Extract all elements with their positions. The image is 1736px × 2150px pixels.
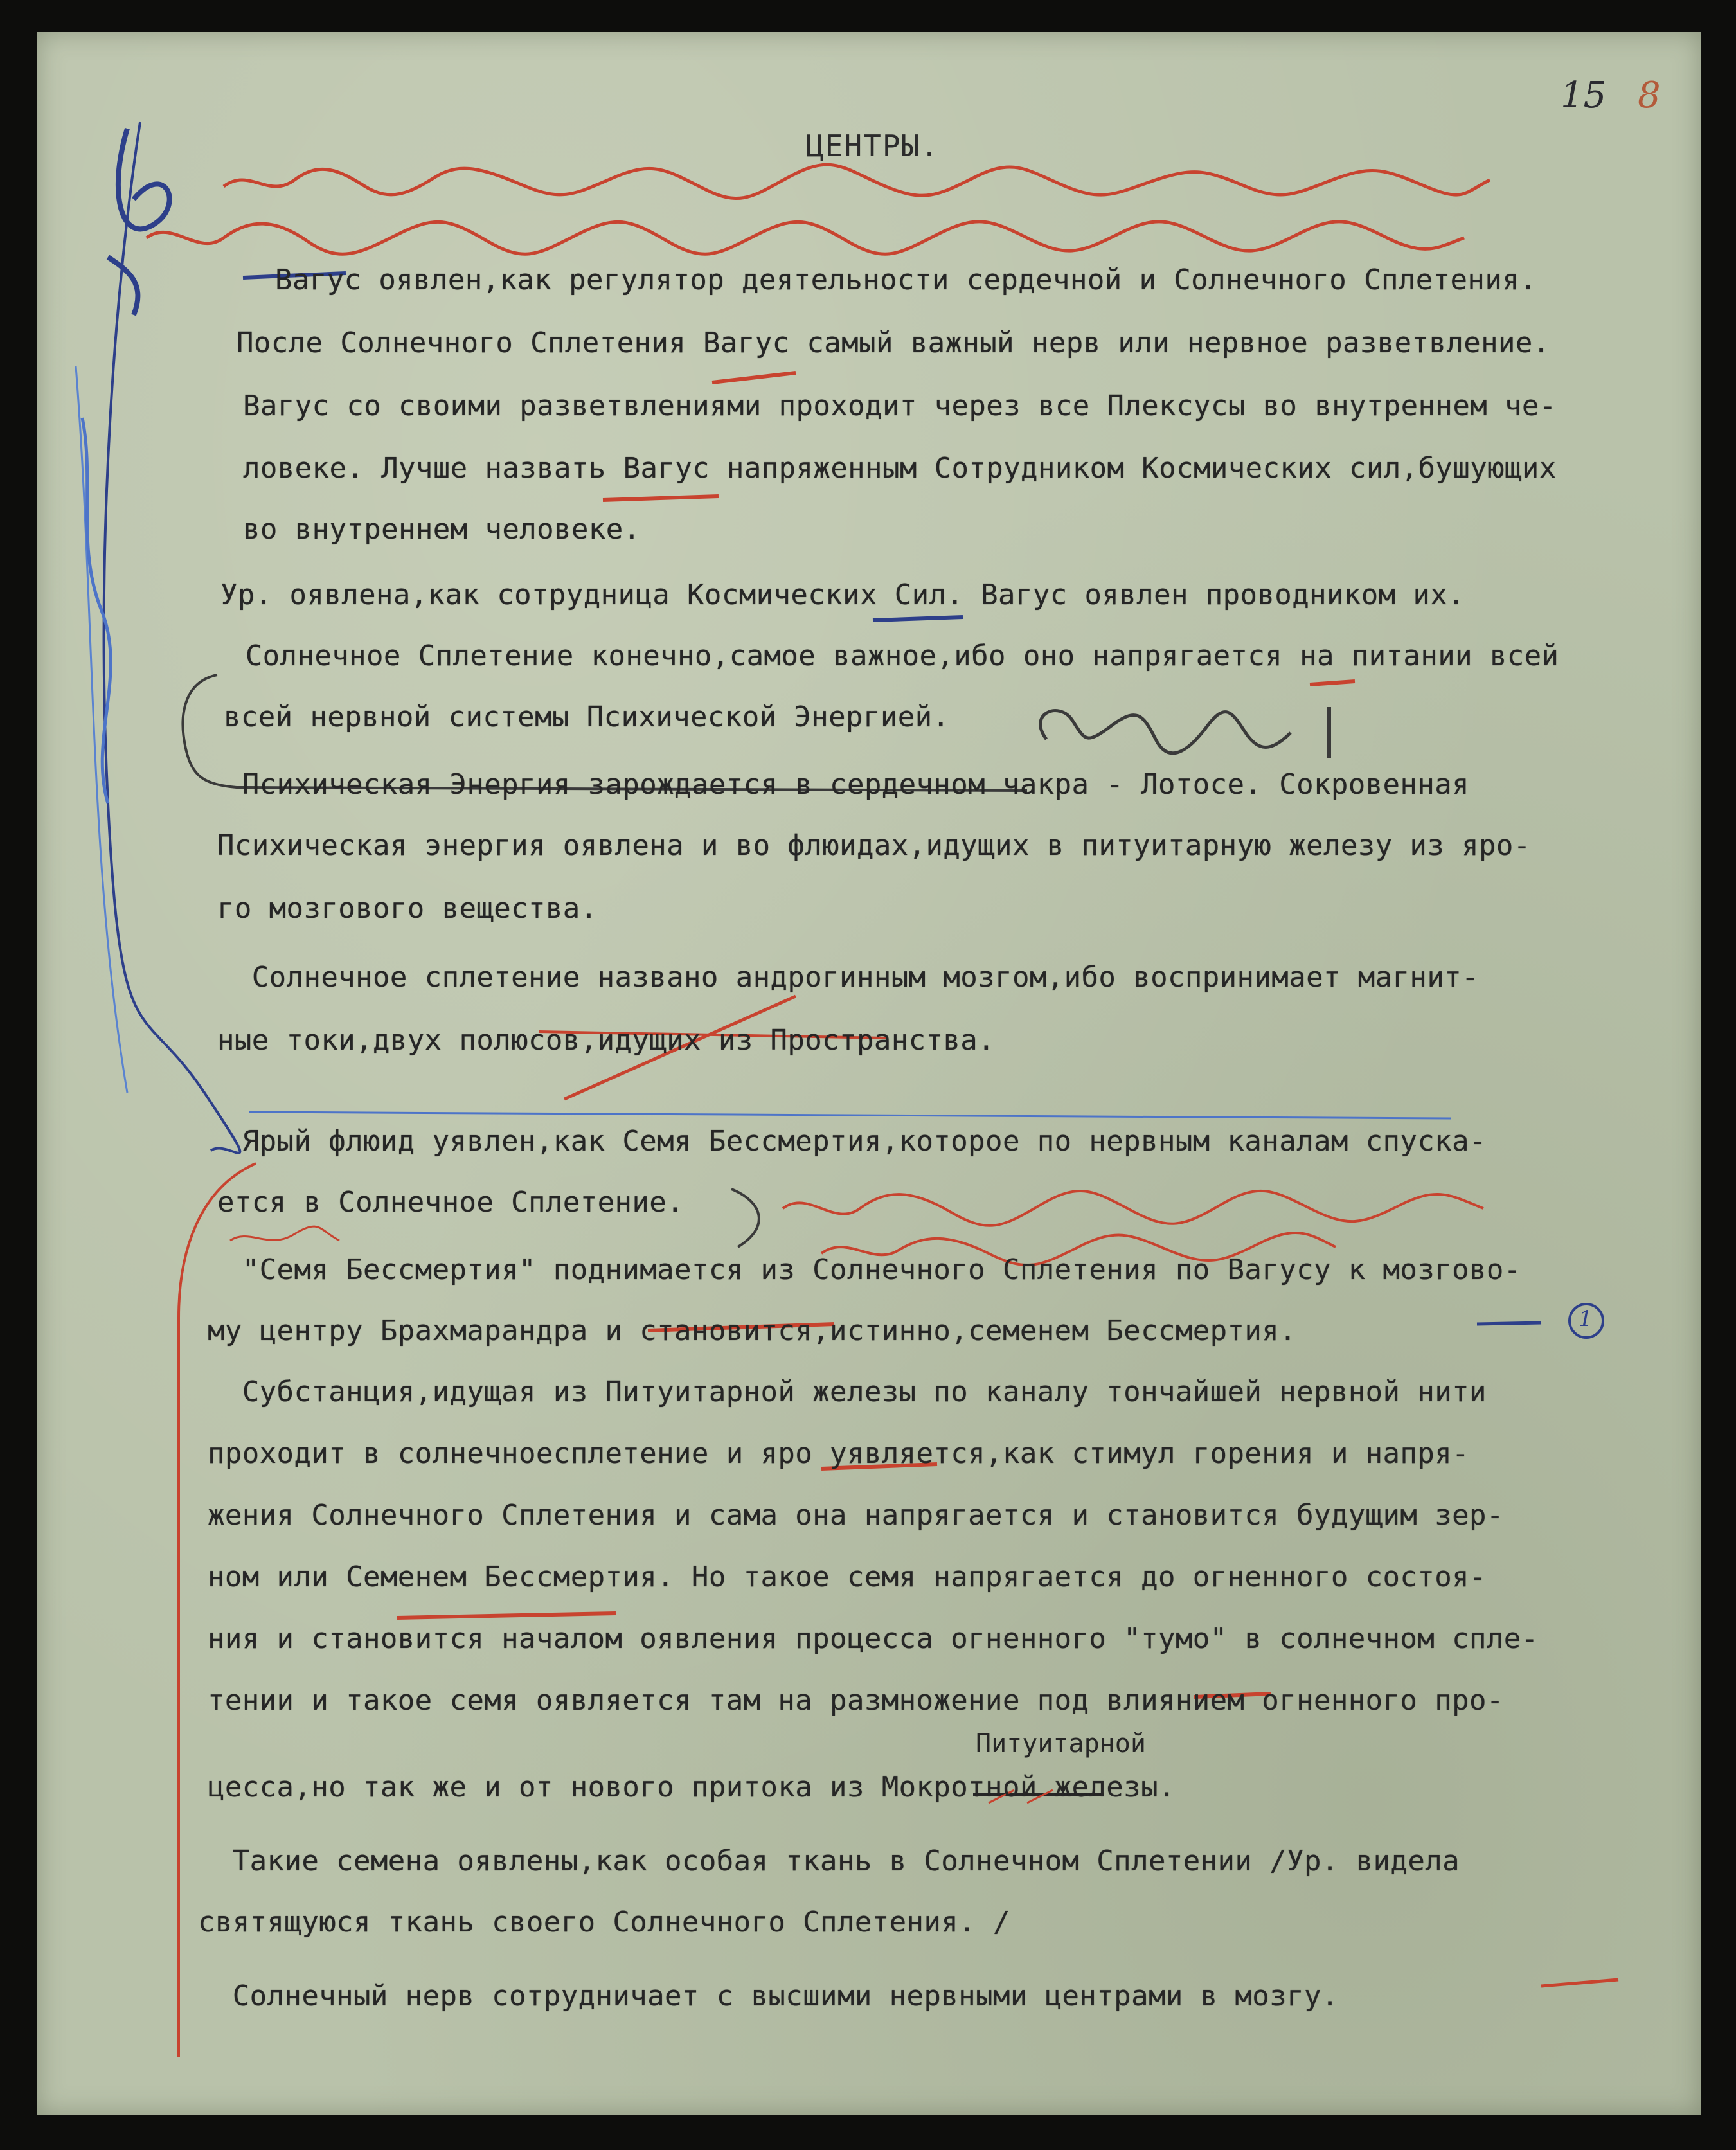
text-line: Вагус со своими разветвлениями проходит через все Плексусы во внутреннем че- — [243, 390, 1557, 422]
folio-number: 15 — [1561, 75, 1607, 116]
red-handwriting-line-1 — [224, 165, 1490, 198]
blue-margin-line — [104, 122, 240, 1153]
text-line: "Семя Бессмертия" поднимается из Солнечного Сплетения по Вагусу к мозгово- — [208, 1253, 1521, 1286]
text-line: Ур. оявлена,как сотрудница Космических Сил. Вагус оявлен проводником их. — [220, 578, 1465, 611]
document-page — [37, 32, 1701, 2115]
text-line: ные токи,двух полюсов,идущих из Пространства. — [217, 1024, 996, 1057]
handwritten-insertion: Питуитарной — [976, 1729, 1146, 1759]
text-line: проходит в солнечноесплетение и яро уявляется,как стимул горения и напря- — [208, 1437, 1469, 1470]
red-handwriting-line-2 — [147, 222, 1464, 254]
text-line: жения Солнечного Сплетения и сама она напрягается и становится будущим зер- — [208, 1499, 1504, 1532]
text-line: ловеке. Лучше назвать Вагус напряженным Сотрудником Космических сил,бушующих — [243, 452, 1557, 485]
text-line: ном или Семенем Бессмертия. Но такое семя напрягается до огненного состоя- — [208, 1561, 1487, 1593]
text-line: После Солнечного Сплетения Вагус самый важный нерв или нервное разветвление. — [237, 327, 1550, 359]
pencil-note — [1041, 711, 1291, 753]
text-line: святящуюся ткань своего Солнечного Сплетения. / — [198, 1906, 1010, 1939]
document-title: ЦЕНТРЫ. — [806, 129, 940, 163]
text-line: го мозгового вещества. — [217, 892, 598, 925]
text-line: Солнечное сплетение названо андрогинным мозгом,ибо воспринимает магнит- — [217, 961, 1479, 994]
text-line: Солнечное Сплетение конечно,самое важное,ибо оно напрягается на питании всей — [211, 640, 1559, 672]
folio-number-secondary: 8 — [1638, 75, 1661, 116]
text-line: цесса,но так же и от нового притока из Мокротной железы. — [208, 1771, 1176, 1804]
circled-note-number: 1 — [1579, 1306, 1593, 1332]
text-line: Ярый флюид уявлен,как Семя Бессмертия,которое по нервным каналам спуска- — [208, 1125, 1487, 1158]
text-line: Психическая энергия оявлена и во флюидах,идущих в питуитарную железу из яро- — [217, 829, 1531, 862]
text-line: ния и становится началом оявления процесса огненного "тумо" в солнечном спле- — [208, 1622, 1539, 1655]
text-line: всей нервной системы Психической Энергией. — [224, 701, 950, 733]
text-line: Вагус оявлен,как регулятор деятельности сердечной и Солнечного Сплетения. — [275, 264, 1537, 296]
red-margin-note — [783, 1191, 1483, 1226]
text-line: Такие семена оявлены,как особая ткань в Солнечном Сплетении /Ур. видела — [198, 1845, 1460, 1877]
text-line: Солнечный нерв сотрудничает с высшими нервными центрами в мозгу. — [198, 1980, 1339, 2012]
text-line: Психическая Энергия зарождается в сердечном чакра - Лотосе. Сокровенная — [208, 768, 1469, 801]
text-line: тении и такое семя оявляется там на размножение под влиянием огненного про- — [208, 1684, 1504, 1717]
text-line: ется в Солнечное Сплетение. — [217, 1186, 685, 1219]
text-line: Субстанция,идущая из Питуитарной железы по каналу тончайшей нервной нити — [208, 1375, 1487, 1408]
blue-margin-sign — [108, 129, 170, 315]
text-line: во внутреннем человеке. — [243, 513, 641, 546]
text-line: му центру Брахмарандра и становится,истинно,семенем Бессмертия. — [208, 1314, 1297, 1347]
